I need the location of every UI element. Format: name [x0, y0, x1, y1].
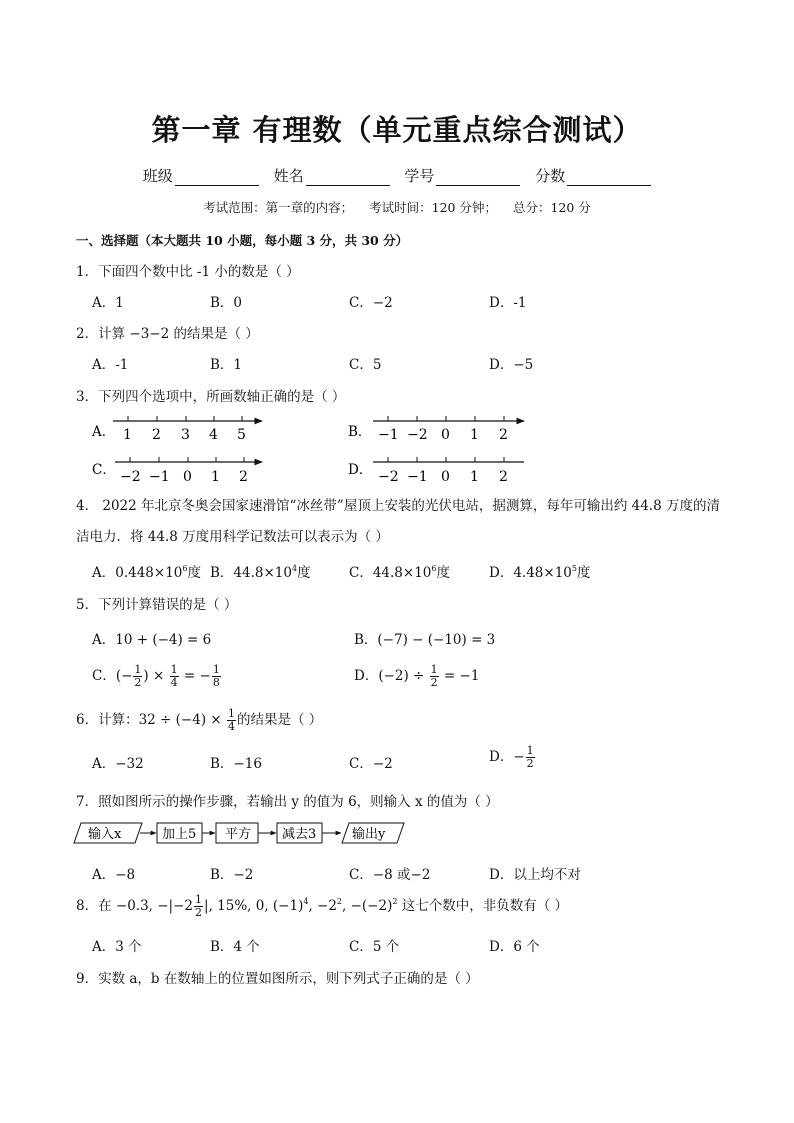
option-a[interactable]: A．−8 [92, 867, 136, 883]
option-b[interactable]: B．1 [210, 357, 243, 373]
question-9: 9．实数 a，b 在数轴上的位置如图所示，则下列式子正确的是（ ） [76, 971, 479, 987]
number-line-a[interactable] [113, 416, 262, 443]
tick-label: −2 [407, 427, 428, 443]
question-8-options [92, 935, 712, 955]
exam-time: 考试时间：120 分钟； [369, 200, 497, 215]
option-a[interactable]: A．-1 [92, 357, 129, 373]
tick-label: 1 [123, 427, 132, 443]
option-a[interactable]: A．$0.448\times 10^6$度 [92, 564, 201, 581]
flow-output-label: 输出y [352, 827, 386, 842]
name-field: 姓名 [274, 165, 390, 186]
option-b-letter[interactable]: B． [348, 424, 372, 440]
option-d[interactable]: D．6 个 [489, 939, 540, 955]
option-b[interactable]: B．$44.8\times 10^4$度 [210, 564, 311, 581]
question-2: 2．计算 −3−2 的结果是（ ） [76, 326, 259, 342]
flow-step-label: 平方 [225, 827, 252, 842]
tick-label: 4 [209, 427, 218, 443]
tick-label: 3 [181, 427, 190, 443]
option-c[interactable]: C．−8 或−2 [349, 867, 431, 883]
option-d[interactable]: D．以上均不对 [489, 867, 581, 883]
tick-label: −2 [120, 469, 141, 485]
question-5-options-row1 [92, 628, 712, 648]
question-7: 7．照如图所示的操作步骤，若输出 y 的值为 6，则输入 x 的值为（ ） [76, 794, 499, 810]
question-4: 4． 2022 年北京冬奥会国家速滑馆“冰丝带”屋顶上安装的光伏电站，据测算，每年可输出约 44.8 万度的清洁电力．将 44.8 万度用科学记数法可以表示为（ ） [76, 498, 720, 545]
question-6-options [92, 744, 712, 772]
option-c-letter[interactable]: C． [92, 462, 116, 478]
option-b[interactable]: B．−2 [210, 867, 254, 883]
tick-label: −1 [149, 469, 170, 485]
option-b[interactable]: B．(−7) − (−10) = 3 [354, 632, 496, 648]
question-6: 6．计算：32 ÷ (−4) × $\frac{1}{4}$ 的结果是（ ） [76, 707, 323, 733]
question-5: 5．下列计算错误的是（ ） [76, 597, 238, 613]
number-line-c[interactable] [115, 457, 262, 485]
fraction: $\frac{1}{4}$ [170, 663, 178, 689]
fraction: $\frac{1}{4}$ [228, 707, 235, 733]
tick-label: 2 [239, 469, 248, 485]
option-d[interactable]: D．-1 [489, 295, 527, 311]
tick-label: 1 [470, 427, 479, 443]
number-line-b[interactable] [373, 416, 524, 443]
exam-scope: 考试范围：第一章的内容； [203, 200, 354, 215]
option-c[interactable]: C．5 个 [349, 939, 400, 955]
tick-label: −1 [407, 469, 428, 485]
option-d[interactable]: D．− $\frac{1}{2}$ [489, 744, 534, 770]
number-line-d[interactable] [373, 457, 524, 485]
tick-label: 0 [441, 427, 450, 443]
question-7-options [92, 863, 712, 883]
option-a[interactable]: A．−32 [92, 756, 144, 772]
flow-step-label: 减去3 [282, 827, 317, 842]
option-d[interactable]: D．−5 [489, 357, 534, 373]
option-b[interactable]: B．4 个 [210, 939, 260, 955]
question-3: 3．下列四个选项中，所画数轴正确的是（ ） [76, 389, 346, 405]
option-c[interactable]: C．(− $\frac{1}{2}$ ) × $\frac{1}{4}$ = − $\frac{1}{8}$ [92, 663, 220, 689]
tick-label: 2 [152, 427, 161, 443]
option-a[interactable]: A．3 个 [92, 939, 142, 955]
option-c[interactable]: C．−2 [349, 295, 393, 311]
total-score: 总分：120 分 [512, 200, 591, 215]
option-a-letter[interactable]: A． [92, 424, 116, 440]
tick-label: 2 [499, 427, 508, 443]
page-title: 第一章 有理数（单元重点综合测试） [151, 113, 643, 147]
flow-step-label: 加上5 [162, 827, 197, 842]
option-b[interactable]: B．−16 [210, 756, 262, 772]
tick-label: 5 [237, 427, 246, 443]
section-title: 一、选择题（本大题共 10 小题，每小题 3 分，共 30 分） [76, 233, 409, 248]
fraction: $\frac{1}{2}$ [134, 663, 142, 689]
student-id-field: 学号 [404, 165, 520, 186]
tick-label: 2 [499, 469, 508, 485]
question-5-options-row2 [92, 664, 712, 694]
option-c[interactable]: C．5 [349, 357, 382, 373]
question-8: 8．在 −0.3, −|−2 $\frac{1}{2}$ |, 15%, 0, $(-1)^4$, $-2^2$, $-(-2)^2$ 这七个数中，非负数有（ ） [76, 893, 569, 919]
option-d[interactable]: D．$4.48\times 10^5$度 [489, 564, 591, 581]
class-field: 班级 [143, 165, 259, 186]
fraction: $\frac{1}{2}$ [430, 663, 438, 689]
option-c[interactable]: C．$44.8\times 10^6$度 [349, 564, 450, 581]
fraction: $\frac{1}{2}$ [526, 744, 534, 770]
option-a[interactable]: A．10 + (−4) = 6 [92, 632, 212, 648]
option-a[interactable]: A．1 [92, 295, 124, 311]
question-1: 1．下面四个数中比 -1 小的数是（ ） [76, 264, 300, 280]
question-3-number-lines [0, 0, 794, 500]
tick-label: 1 [211, 469, 220, 485]
option-d[interactable]: D．(−2) ÷ $\frac{1}{2}$ = −1 [354, 663, 480, 689]
question-7-flowchart [0, 815, 794, 855]
tick-label: −2 [378, 469, 399, 485]
score-field: 分数 [535, 165, 651, 186]
fraction: $\frac{1}{2}$ [195, 893, 203, 919]
flow-input-label: 输入x [88, 827, 122, 842]
tick-label: 0 [441, 469, 450, 485]
question-4-options [92, 561, 712, 581]
option-b[interactable]: B．0 [210, 295, 243, 311]
tick-label: 1 [470, 469, 479, 485]
option-d-letter[interactable]: D． [348, 462, 373, 478]
tick-label: 0 [183, 469, 192, 485]
fraction: $\frac{1}{8}$ [212, 663, 220, 689]
tick-label: −1 [378, 427, 399, 443]
option-c[interactable]: C．−2 [349, 756, 393, 772]
